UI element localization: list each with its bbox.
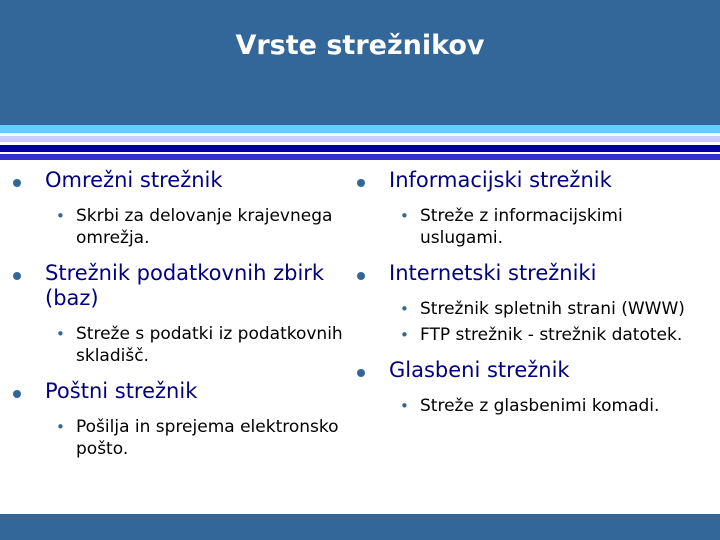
right-column [356,168,696,417]
sub-bullet-icon: • [56,418,65,436]
bullet-dot-icon [13,390,21,398]
sub-bullet-text: FTP strežnik - strežnik datotek. [420,325,683,345]
sub-bullet-icon: • [400,326,409,344]
slide-title: Vrste strežnikov [235,30,485,61]
bullet-item [12,168,352,193]
decorative-stripe [0,145,720,152]
sub-bullet-text: Streže z glasbenimi komadi. [420,396,660,416]
bullet-dot-icon [13,179,21,187]
sub-bullet-item [356,395,696,417]
sub-bullet-item [356,324,696,346]
sub-bullet-item [12,323,352,367]
bullet-dot-icon [13,272,21,280]
sub-bullet-item [12,416,352,460]
sub-bullet-icon: • [400,397,409,415]
title-banner [0,0,720,125]
bullet-heading: Omrežni strežnik [45,168,223,192]
bullet-item [356,358,696,383]
bullet-heading: Informacijski strežnik [389,168,612,192]
sub-bullet-text: Streže s podatki iz podatkovnih skladišč. [76,324,343,366]
sub-bullet-text: Pošilja in sprejema elektronsko pošto. [76,417,339,459]
bullet-dot-icon [357,179,365,187]
bullet-heading: Strežnik podatkovnih zbirk (baz) [45,261,325,310]
sub-bullet-icon: • [56,325,65,343]
bullet-item [12,379,352,404]
bullet-heading: Glasbeni strežnik [389,358,570,382]
bullet-heading: Internetski strežniki [389,261,597,285]
bullet-dot-icon [357,369,365,377]
sub-bullet-icon: • [400,207,409,225]
bullet-heading: Poštni strežnik [45,379,198,403]
sub-bullet-icon: • [56,207,65,225]
footer-bar [0,514,720,540]
sub-bullet-icon: • [400,300,409,318]
sub-bullet-item [356,298,696,320]
decorative-stripe [0,125,720,133]
bullet-item [12,261,352,311]
bullet-dot-icon [357,272,365,280]
sub-bullet-text: Skrbi za delovanje krajevnega omrežja. [76,206,333,248]
sub-bullet-text: Streže z informacijskimi uslugami. [420,206,623,248]
sub-bullet-item [12,205,352,249]
left-column [12,168,352,460]
bullet-item [356,261,696,286]
sub-bullet-text: Strežnik spletnih strani (WWW) [420,299,685,319]
sub-bullet-item [356,205,696,249]
decorative-stripe [0,154,720,160]
bullet-item [356,168,696,193]
